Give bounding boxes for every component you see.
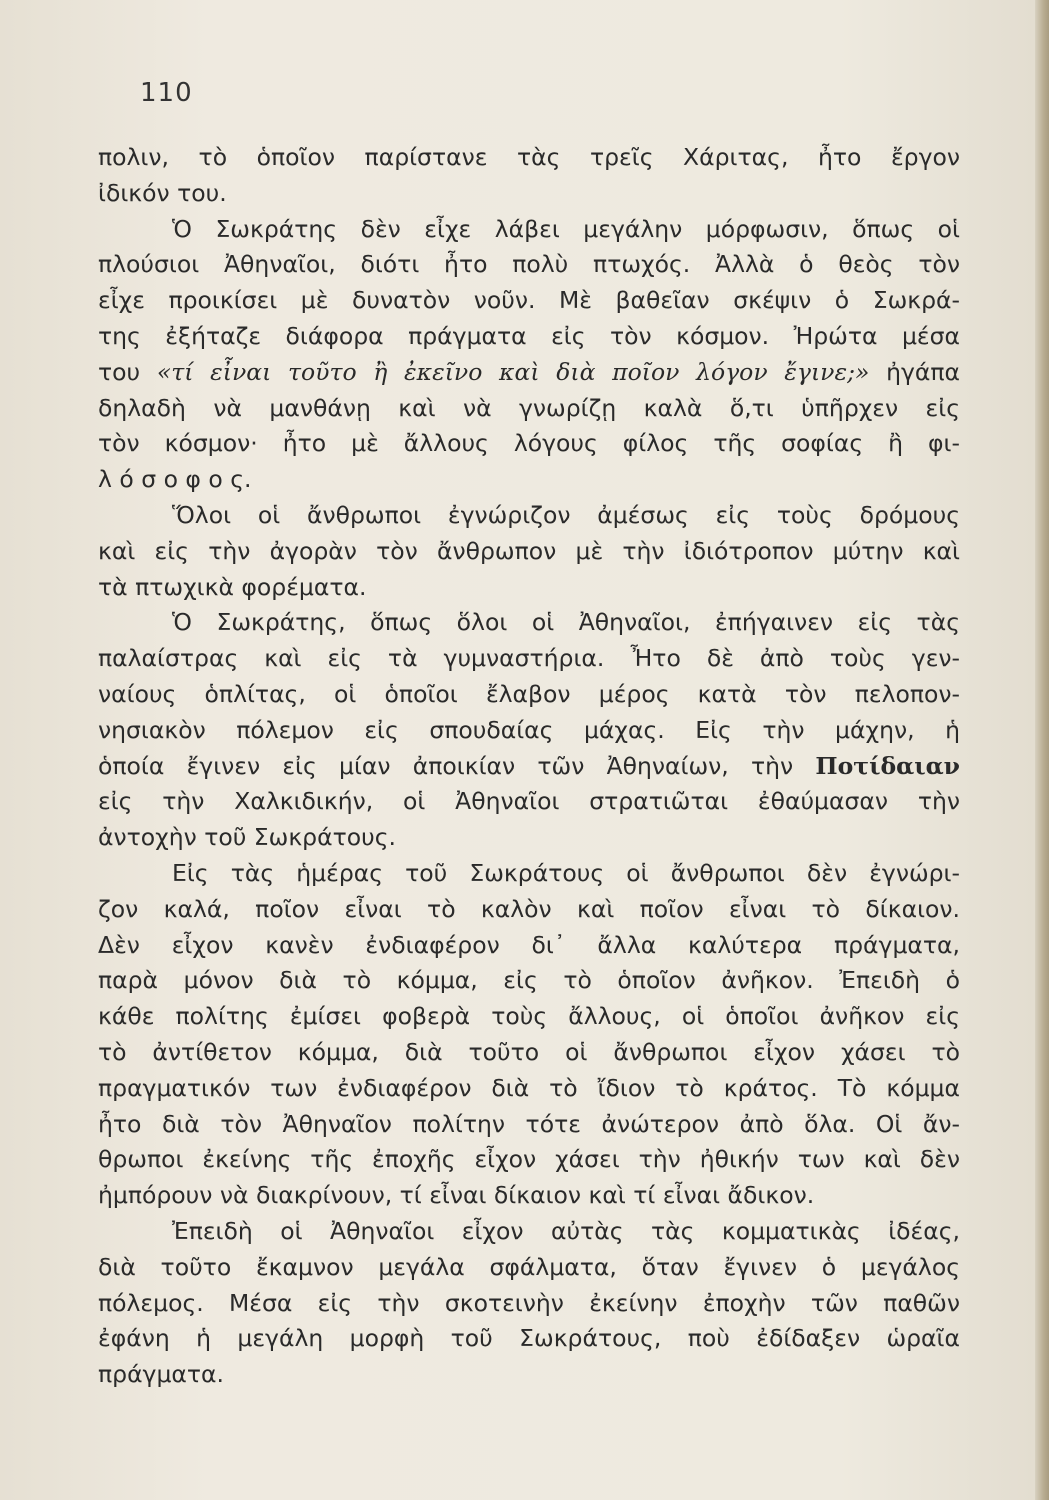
text-line: τὸ ἀντίθετον κόμμα, διὰ τοῦτο οἱ ἄνθρωποι εἶχον χάσει τὸ: [98, 1037, 960, 1066]
text-line: καὶ εἰς τὴν ἀγορὰν τὸν ἄνθρωπον μὲ τὴν ἰδιότροπον μύτην καὶ: [98, 536, 960, 565]
text-line: Δὲν εἶχον κανὲν ἐνδιαφέρον δι᾽ ἄλλα καλύτερα πράγματα,: [98, 930, 960, 959]
text-line: εἰς τὴν Χαλκιδικήν, οἱ Ἀθηναῖοι στρατιῶται ἐθαύμασαν τὴν: [98, 787, 960, 816]
body-text: [98, 140, 960, 1393]
text-line: τὸν κόσμον· ἦτο μὲ ἄλλους λόγους φίλος τῆς σοφίας ἢ φι-: [98, 429, 960, 458]
text-line: ἐφάνη ἡ μεγάλη μορφὴ τοῦ Σωκράτους, ποὺ ἐδίδαξεν ὡραῖα: [98, 1324, 960, 1353]
text-line: διὰ τοῦτο ἔκαμνον μεγάλα σφάλματα, ὅταν ἔγινεν ὁ μεγάλος: [98, 1252, 960, 1281]
text-line: ἠμπόρουν νὰ διακρίνουν, τί εἶναι δίκαιον καὶ τί εἶναι ἄδικον.: [98, 1181, 815, 1210]
italic-quote: «τί εἶναι τοῦτο ἢ ἐκεῖνο καὶ διὰ ποῖον λόγον ἔγινε;»: [156, 357, 870, 386]
text-line: νησιακὸν πόλεμον εἰς σπουδαίας μάχας. Εἰς τὴν μάχην, ἡ: [98, 715, 960, 744]
text-line: πράγματα.: [98, 1360, 225, 1389]
text-line: παλαίστρας καὶ εἰς τὰ γυμναστήρια. Ἦτο δὲ ἀπὸ τοὺς γεν-: [98, 644, 960, 673]
text-line: ζον καλά, ποῖον εἶναι τὸ καλὸν καὶ ποῖον εἶναι τὸ δίκαιον.: [98, 894, 960, 923]
text-line: πόλεμος. Μέσα εἰς τὴν σκοτεινὴν ἐκείνην ἐποχὴν τῶν παθῶν: [98, 1288, 960, 1317]
text-line: πραγματικόν των ἐνδιαφέρον διὰ τὸ ἴδιον τὸ κράτος. Τὸ κόμμα: [98, 1073, 960, 1102]
text-line: τὰ πτωχικὰ φορέματα.: [98, 572, 367, 601]
text-line: της ἐξήταζε διάφορα πράγματα εἰς τὸν κόσμον. Ἠρώτα μέσα: [98, 321, 960, 350]
text-line: πολιν, τὸ ὁποῖον παρίστανε τὰς τρεῖς Χάριτας, ἦτο ἔργον: [98, 143, 960, 171]
text-line: ναίους ὁπλίτας, οἱ ὁποῖοι ἔλαβον μέρος κατὰ τὸν πελοπον-: [98, 679, 960, 708]
text-fragment: ἠγάπα: [869, 357, 961, 386]
paragraph-start: Εἰς τὰς ἡμέρας τοῦ Σωκράτους οἱ ἄνθρωποι δὲν ἐγνώρι-: [172, 858, 960, 887]
text-line: [98, 355, 960, 391]
text-line: [98, 749, 960, 785]
text-line: παρὰ μόνον διὰ τὸ κόμμα, εἰς τὸ ὁποῖον ἀνῆκον. Ἐπειδὴ ὁ: [98, 966, 960, 995]
text-line: ἰδικόν του.: [98, 178, 227, 207]
page-edge: [1035, 0, 1049, 1500]
bold-place-name: Ποτίδαιαν: [815, 751, 960, 780]
text-line: ἦτο διὰ τὸν Ἀθηναῖον πολίτην τότε ἀνώτερον ἀπὸ ὅλα. Οἱ ἄν-: [98, 1109, 960, 1138]
paragraph-start: Ὁ Σωκράτης, ὅπως ὅλοι οἱ Ἀθηναῖοι, ἐπήγαινεν εἰς τὰς: [172, 608, 960, 637]
paragraph-start: Ὁ Σωκράτης δὲν εἶχε λάβει μεγάλην μόρφωσιν, ὅπως οἱ: [172, 214, 960, 243]
page-number: 110: [140, 78, 193, 108]
text-fragment: του: [98, 357, 157, 386]
text-line: πλούσιοι Ἀθηναῖοι, διότι ἦτο πολὺ πτωχός. Ἀλλὰ ὁ θεὸς τὸν: [98, 250, 960, 279]
text-line: λ ό σ ο φ ο ς.: [98, 465, 252, 494]
paragraph-start: Ἐπειδὴ οἱ Ἀθηναῖοι εἶχον αὐτὰς τὰς κομματικὰς ἰδέας,: [172, 1216, 960, 1245]
text-fragment: ὁποία ἔγινεν εἰς μίαν ἀποικίαν τῶν Ἀθηναίων, τὴν: [98, 751, 816, 780]
text-line: θρωποι ἐκείνης τῆς ἐποχῆς εἶχον χάσει τὴν ἠθικήν των καὶ δὲν: [98, 1145, 960, 1174]
paragraph-start: Ὅλοι οἱ ἄνθρωποι ἐγνώριζον ἀμέσως εἰς τοὺς δρόμους: [172, 500, 960, 529]
text-line: εἶχε προικίσει μὲ δυνατὸν νοῦν. Μὲ βαθεῖαν σκέψιν ὁ Σωκρά-: [98, 286, 960, 315]
text-line: κάθε πολίτης ἐμίσει φοβερὰ τοὺς ἄλλους, οἱ ὁποῖοι ἀνῆκον εἰς: [98, 1002, 960, 1031]
text-line: δηλαδὴ νὰ μανθάνῃ καὶ νὰ γνωρίζῃ καλὰ ὅ,τι ὑπῆρχεν εἰς: [98, 393, 960, 422]
text-line: ἀντοχὴν τοῦ Σωκράτους.: [98, 823, 396, 852]
